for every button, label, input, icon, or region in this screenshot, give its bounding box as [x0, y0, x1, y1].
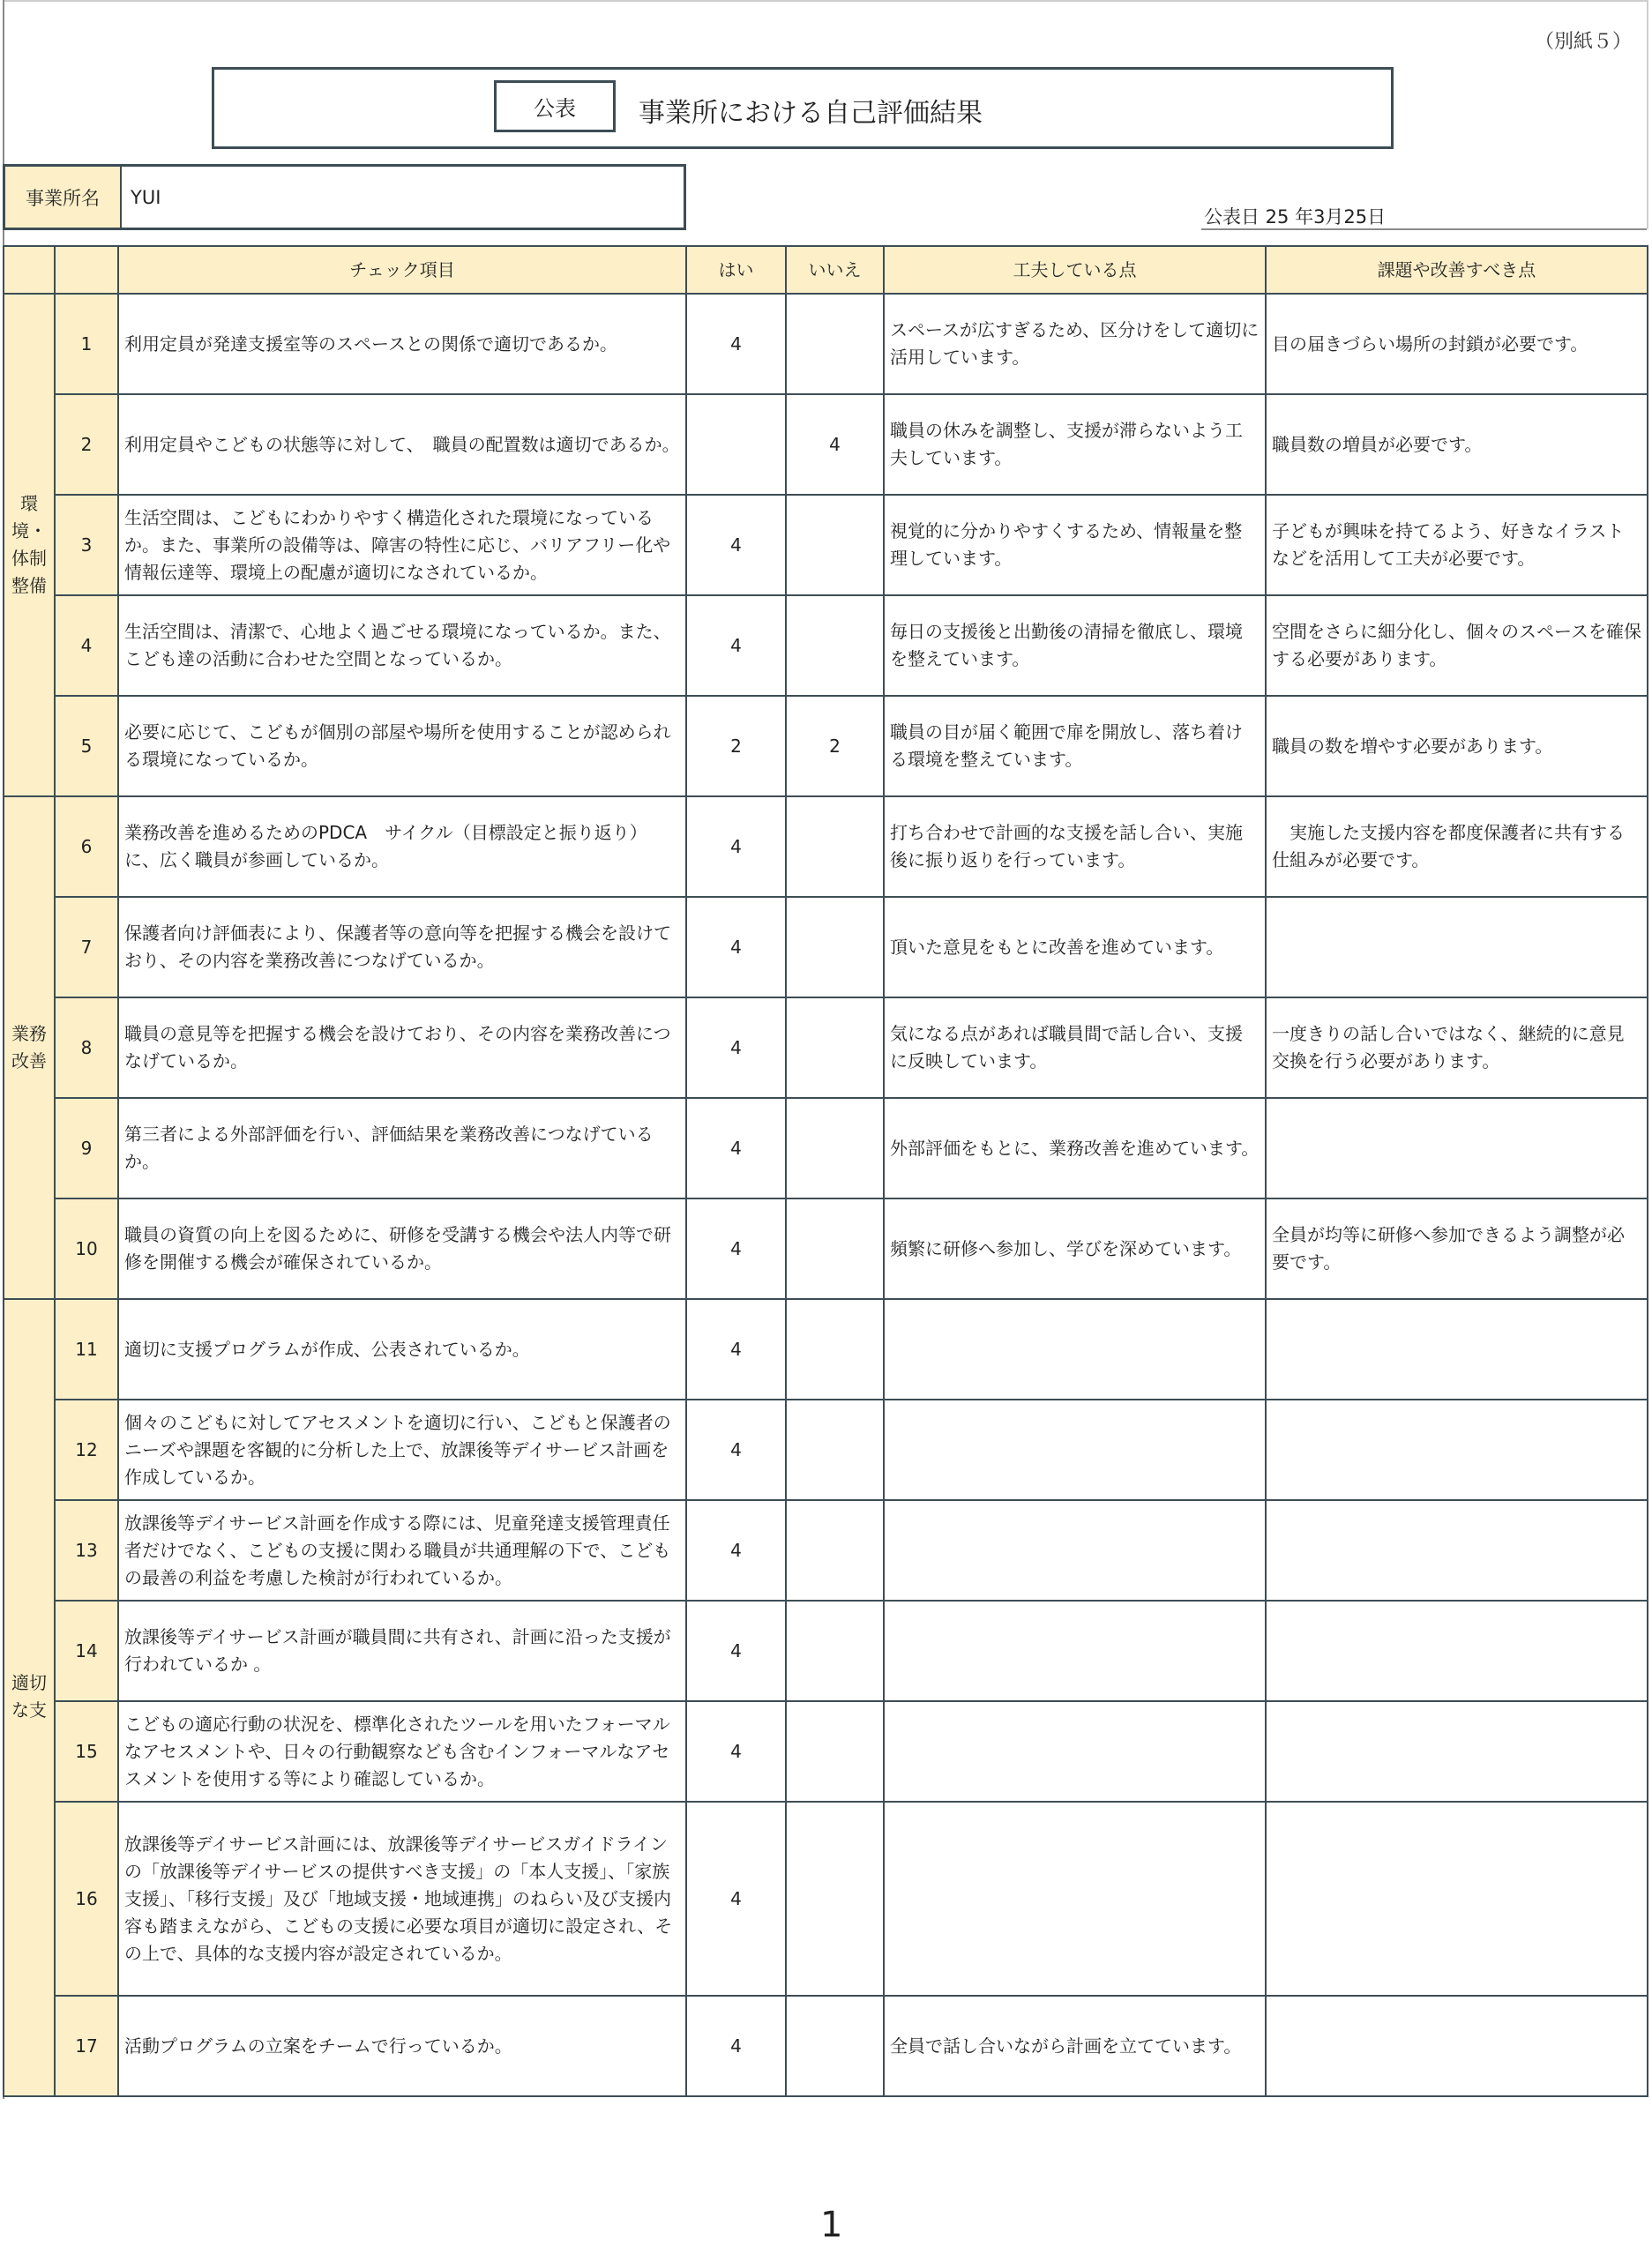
row-number: 5: [55, 696, 118, 796]
table-row: [4, 495, 1648, 595]
table-row: [4, 1098, 1648, 1198]
check-item-text: 利用定員やこどもの状態等に対して、 職員の配置数は適切であるか。: [118, 394, 686, 495]
row-number: 16: [55, 1802, 118, 1996]
issue-note: [1266, 1299, 1648, 1400]
appendix-label: （別紙５）: [1535, 31, 1633, 53]
header-no: いいえ: [786, 246, 884, 294]
effort-note: 打ち合わせで計画的な支援を話し合い、実施後に振り返りを行っています。: [884, 796, 1266, 897]
no-count: [786, 294, 884, 394]
issue-note: 全員が均等に研修へ参加できるよう調整が必要です。: [1266, 1198, 1648, 1299]
no-count: 2: [786, 696, 884, 796]
check-item-text: 放課後等デイサービス計画が職員間に共有され、計画に沿った支援が行われているか 。: [118, 1601, 686, 1701]
publication-badge: 公表: [494, 80, 616, 132]
header-check-item: チェック項目: [118, 246, 686, 294]
issue-note: [1266, 1098, 1648, 1198]
row-number: 1: [55, 294, 118, 394]
no-count: [786, 1601, 884, 1701]
row-number: 11: [55, 1299, 118, 1400]
row-number: 12: [55, 1400, 118, 1500]
yes-count: 4: [686, 1299, 786, 1400]
yes-count: 4: [686, 897, 786, 997]
no-count: [786, 595, 884, 696]
table-row: [4, 595, 1648, 696]
row-number: 8: [55, 997, 118, 1098]
table-row: [4, 796, 1648, 897]
effort-note: [884, 1400, 1266, 1500]
issue-note: 目の届きづらい場所の封鎖が必要です。: [1266, 294, 1648, 394]
check-item-text: 活動プログラムの立案をチームで行っているか。: [118, 1996, 686, 2096]
effort-note: 外部評価をもとに、業務改善を進めています。: [884, 1098, 1266, 1198]
effort-note: 気になる点があれば職員間で話し合い、支援に反映しています。: [884, 997, 1266, 1098]
row-number: 3: [55, 495, 118, 595]
effort-note: [884, 1802, 1266, 1996]
table-row: [4, 1701, 1648, 1802]
page-top-border: [3, 0, 1648, 2]
no-count: [786, 796, 884, 897]
table-row: [4, 1299, 1648, 1400]
row-number: 15: [55, 1701, 118, 1802]
row-number: 13: [55, 1500, 118, 1601]
no-count: [786, 1299, 884, 1400]
no-count: [786, 495, 884, 595]
issue-note: [1266, 897, 1648, 997]
row-number: 2: [55, 394, 118, 495]
category-appropriate-support: 適切な支: [4, 1299, 55, 2096]
table-row: [4, 1601, 1648, 1701]
yes-count: 4: [686, 1601, 786, 1701]
table-row: [4, 1400, 1648, 1500]
check-item-text: 必要に応じて、こどもが個別の部屋や場所を使用することが認められる環境になっているか。: [118, 696, 686, 796]
row-number: 6: [55, 796, 118, 897]
check-item-text: 職員の意見等を把握する機会を設けており、その内容を業務改善につなげているか。: [118, 997, 686, 1098]
effort-note: 視覚的に分かりやすくするため、情報量を整理しています。: [884, 495, 1266, 595]
check-item-text: 適切に支援プログラムが作成、公表されているか。: [118, 1299, 686, 1400]
issue-note: 職員数の増員が必要です。: [1266, 394, 1648, 495]
table-row: [4, 1500, 1648, 1601]
yes-count: 4: [686, 1098, 786, 1198]
page-number: 1: [820, 2205, 843, 2245]
no-count: [786, 897, 884, 997]
issue-note: [1266, 1802, 1648, 1996]
yes-count: 4: [686, 595, 786, 696]
row-number: 9: [55, 1098, 118, 1198]
header-number: [55, 246, 118, 294]
table-row: [4, 1996, 1648, 2096]
check-item-text: 生活空間は、こどもにわかりやすく構造化された環境になっているか。また、事業所の設備等は、障害の特性に応じ、バリアフリー化や情報伝達等、環境上の配慮が適切になされているか。: [118, 495, 686, 595]
issue-note: 一度きりの話し合いではなく、継続的に意見交換を行う必要があります。: [1266, 997, 1648, 1098]
issue-note: [1266, 1500, 1648, 1601]
yes-count: 4: [686, 1802, 786, 1996]
table-row: [4, 696, 1648, 796]
issue-note: 子どもが興味を持てるよう、好きなイラストなどを活用して工夫が必要です。: [1266, 495, 1648, 595]
effort-note: 頂いた意見をもとに改善を進めています。: [884, 897, 1266, 997]
table-row: [4, 897, 1648, 997]
row-number: 14: [55, 1601, 118, 1701]
yes-count: 4: [686, 495, 786, 595]
table-row: [4, 394, 1648, 495]
yes-count: 4: [686, 294, 786, 394]
header-yes: はい: [686, 246, 786, 294]
no-count: [786, 1500, 884, 1601]
issue-note: 実施した支援内容を都度保護者に共有する仕組みが必要です。: [1266, 796, 1648, 897]
yes-count: 4: [686, 1400, 786, 1500]
check-item-text: 放課後等デイサービス計画には、放課後等デイサービスガイドラインの「放課後等デイサービスの提供すべき支援」の「本人支援」、「家族支援」、「移行支援」及び「地域支援・地域連携」のねらい及び支援内容も踏まえながら、こどもの支援に必要な項目が適切に設定され、その上で、具体的な支援内容が設定されているか。: [118, 1802, 686, 1996]
table-row: [4, 997, 1648, 1098]
issue-note: [1266, 1601, 1648, 1701]
effort-note: 職員の目が届く範囲で扉を開放し、落ち着ける環境を整えています。: [884, 696, 1266, 796]
effort-note: 全員で話し合いながら計画を立てています。: [884, 1996, 1266, 2096]
header-effort: 工夫している点: [884, 246, 1266, 294]
check-item-text: 放課後等デイサービス計画を作成する際には、児童発達支援管理責任者だけでなく、こどもの支援に関わる職員が共通理解の下で、こどもの最善の利益を考慮した検討が行われているか。: [118, 1500, 686, 1601]
no-count: [786, 1802, 884, 1996]
check-item-text: こどもの適応行動の状況を、標準化されたツールを用いたフォーマルなアセスメントや、日々の行動観察なども含むインフォーマルなアセスメントを使用する等により確認しているか。: [118, 1701, 686, 1802]
self-evaluation-table: [3, 245, 1648, 2097]
effort-note: [884, 1701, 1266, 1802]
check-item-text: 第三者による外部評価を行い、評価結果を業務改善につなげているか。: [118, 1098, 686, 1198]
effort-note: 毎日の支援後と出勤後の清掃を徹底し、環境を整えています。: [884, 595, 1266, 696]
check-item-text: 利用定員が発達支援室等のスペースとの関係で適切であるか。: [118, 294, 686, 394]
effort-note: [884, 1601, 1266, 1701]
issue-note: 空間をさらに細分化し、個々のスペースを確保する必要があります。: [1266, 595, 1648, 696]
office-name-box: [3, 164, 686, 230]
no-count: [786, 1701, 884, 1802]
no-count: [786, 1098, 884, 1198]
check-item-text: 保護者向け評価表により、保護者等の意向等を把握する機会を設けており、その内容を業務改善につなげているか。: [118, 897, 686, 997]
yes-count: 4: [686, 1996, 786, 2096]
category-environment: 環境・体制整備: [4, 294, 55, 796]
issue-note: [1266, 1400, 1648, 1500]
table-header-row: [4, 246, 1648, 294]
check-item-text: 生活空間は、清潔で、心地よく過ごせる環境になっているか。また、こども達の活動に合わせた空間となっているか。: [118, 595, 686, 696]
check-item-text: 業務改善を進めるためのPDCA サイクル（目標設定と振り返り）に、広く職員が参画しているか。: [118, 796, 686, 897]
yes-count: 4: [686, 1701, 786, 1802]
issue-note: [1266, 1701, 1648, 1802]
issue-note: [1266, 1996, 1648, 2096]
effort-note: スペースが広すぎるため、区分けをして適切に活用しています。: [884, 294, 1266, 394]
effort-note: [884, 1299, 1266, 1400]
publish-date-underline: [1201, 228, 1647, 230]
no-count: 4: [786, 394, 884, 495]
yes-count: [686, 394, 786, 495]
no-count: [786, 1198, 884, 1299]
table-row: [4, 294, 1648, 394]
table-row: [4, 1802, 1648, 1996]
effort-note: 職員の休みを調整し、支援が滞らないよう工夫しています。: [884, 394, 1266, 495]
page-right-border: [1647, 0, 1648, 229]
issue-note: 職員の数を増やす必要があります。: [1266, 696, 1648, 796]
yes-count: 4: [686, 1198, 786, 1299]
publish-date: 公表日 25 年3月25日: [1204, 206, 1387, 228]
effort-note: 頻繁に研修へ参加し、学びを深めています。: [884, 1198, 1266, 1299]
check-item-text: 職員の資質の向上を図るために、研修を受講する機会や法人内等で研修を開催する機会が確保されているか。: [118, 1198, 686, 1299]
document-title: 事業所における自己評価結果: [639, 98, 983, 129]
no-count: [786, 1996, 884, 2096]
yes-count: 2: [686, 696, 786, 796]
office-name-value: YUI: [131, 186, 161, 208]
yes-count: 4: [686, 796, 786, 897]
table-row: [4, 1198, 1648, 1299]
office-name-label: 事業所名: [5, 167, 122, 228]
header-issue: 課題や改善すべき点: [1266, 246, 1648, 294]
row-number: 10: [55, 1198, 118, 1299]
no-count: [786, 997, 884, 1098]
yes-count: 4: [686, 1500, 786, 1601]
yes-count: 4: [686, 997, 786, 1098]
header-category: [4, 246, 55, 294]
row-number: 7: [55, 897, 118, 997]
row-number: 17: [55, 1996, 118, 2096]
row-number: 4: [55, 595, 118, 696]
category-business-improvement: 業務改善: [4, 796, 55, 1299]
no-count: [786, 1400, 884, 1500]
effort-note: [884, 1500, 1266, 1601]
check-item-text: 個々のこどもに対してアセスメントを適切に行い、こどもと保護者のニーズや課題を客観的に分析した上で、放課後等デイサービス計画を作成しているか。: [118, 1400, 686, 1500]
